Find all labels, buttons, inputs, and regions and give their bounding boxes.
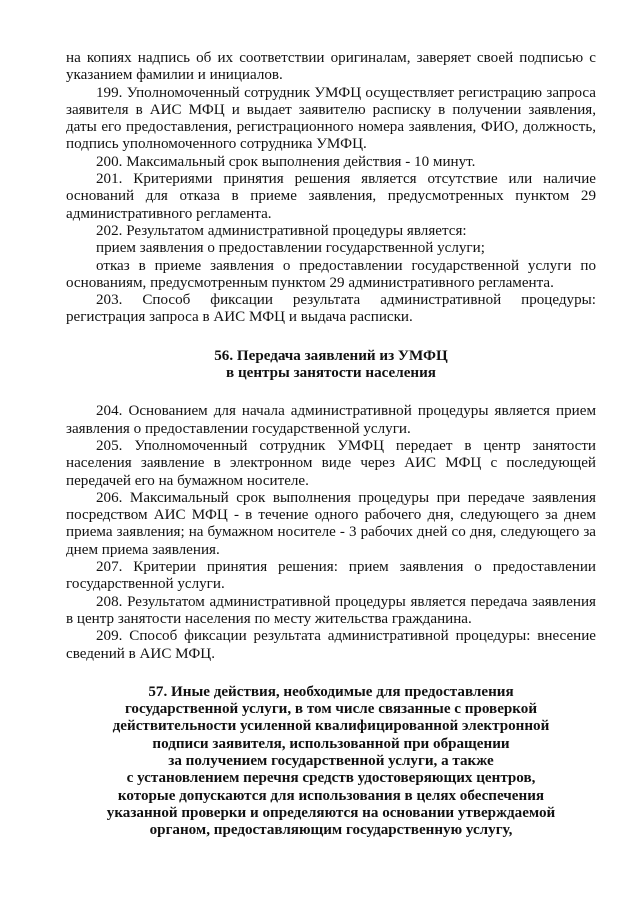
section-57-heading-line: указанной проверки и определяются на основании утверждаемой	[106, 804, 556, 821]
paragraph-204: 204. Основанием для начала административной процедуры является прием заявления о предоставлении государственной услуги.	[66, 403, 596, 437]
paragraph-206: 206. Максимальный срок выполнения процедуры при передаче заявления посредством АИС МФЦ - в течение одного рабочего дня, следующего за днем приема заявления; на бумажном носителе - 3 рабочих дней со дня, следующего за днем приема заявления.	[66, 489, 596, 558]
section-57-heading-line: государственной услуги, в том числе связанные с проверкой	[124, 701, 538, 718]
paragraph-208: 208. Результатом административной процедуры является передача заявления в центр занятости населения по месту жительства гражданина.	[66, 593, 596, 627]
section-56-heading-line: 56. Передача заявлений из УМФЦ	[214, 347, 448, 364]
document-page	[66, 50, 596, 839]
paragraph-209: 209. Способ фиксации результата административной процедуры: внесение сведений в АИС МФЦ.	[66, 628, 596, 662]
section-57-heading-line: которые допускаются для использования в целях обеспечения	[117, 787, 545, 804]
section-56-heading-line: в центры занятости населения	[226, 365, 436, 382]
paragraph-203: 203. Способ фиксации результата административной процедуры: регистрация запроса в АИС МФЦ и выдача расписки.	[66, 292, 596, 326]
paragraph-202: 202. Результатом административной процедуры является:	[96, 222, 467, 239]
paragraph-205: 205. Уполномоченный сотрудник УМФЦ передает в центр занятости населения заявление в электронном виде через АИС МФЦ с последующей передачей его на бумажном носителе.	[66, 437, 596, 489]
section-57-heading-line: за получением государственной услуги, а также	[168, 752, 494, 769]
section-57-heading-line: 57. Иные действия, необходимые для предоставления	[148, 683, 514, 700]
paragraph-202-item-2: отказ в приеме заявления о предоставлении государственной услуги по основаниям, предусмотренным пунктом 29 административного регламента.	[66, 257, 596, 291]
paragraph-200: 200. Максимальный срок выполнения действия - 10 минут.	[96, 153, 476, 170]
section-57-heading-line: с установлением перечня средств удостоверяющих центров,	[126, 770, 536, 787]
section-57-heading	[66, 684, 596, 840]
section-56-heading	[66, 348, 596, 383]
intro-continuation: на копиях надпись об их соответствии оригиналам, заверяет своей подписью с указанием фамилии и инициалов.	[66, 50, 596, 84]
section-57-heading-line: подписи заявителя, использованной при обращении	[152, 735, 510, 752]
paragraph-201: 201. Критериями принятия решения является отсутствие или наличие оснований для отказа в приеме заявления, предусмотренных пунктом 29 административного регламента.	[66, 171, 596, 222]
section-57-heading-line: действительности усиленной квалифицированной электронной	[112, 718, 550, 735]
paragraph-207: 207. Критерии принятия решения: прием заявления о предоставлении государственной услуги.	[66, 559, 596, 593]
paragraph-202-item-1: прием заявления о предоставлении государственной услуги;	[96, 240, 485, 257]
paragraph-199: 199. Уполномоченный сотрудник УМФЦ осуществляет регистрацию запроса заявителя в АИС МФЦ и выдает заявителю расписку в получении заявления, даты его предоставления, регистрационного номера заявления, ФИО, должность, подпись уполномоченного сотрудника УМФЦ.	[66, 84, 596, 153]
section-57-heading-line: органом, предоставляющим государственную услугу,	[149, 822, 513, 839]
